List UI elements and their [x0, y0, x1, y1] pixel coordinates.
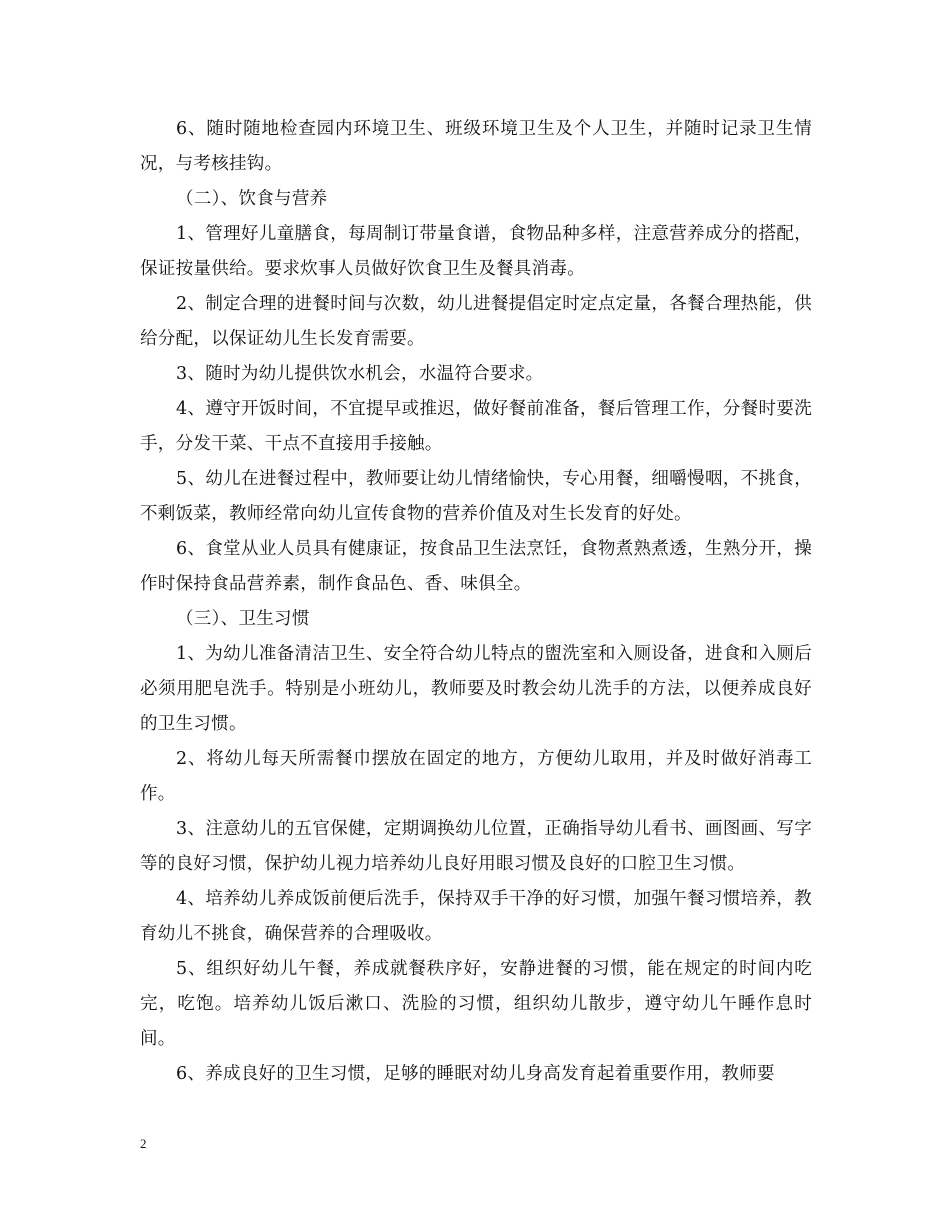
paragraph-diet-1: 1、管理好儿童膳食，每周制订带量食谱，食物品种多样，注意营养成分的搭配，保证按量供给。要求炊事人员做好饮食卫生及餐具消毒。 — [140, 224, 812, 279]
document-body — [140, 112, 812, 1092]
paragraph-habits-2: 2、将幼儿每天所需餐巾摆放在固定的地方，方便幼儿取用，并及时做好消毒工作。 — [140, 749, 812, 804]
paragraph-habits-6: 6、养成良好的卫生习惯，足够的睡眠对幼儿身高发育起着重要作用，教师要 — [176, 1064, 775, 1084]
section-heading-hygiene-habits: （三）、卫生习惯 — [176, 609, 310, 629]
paragraph-habits-5: 5、组织好幼儿午餐，养成就餐秩序好，安静进餐的习惯，能在规定的时间内吃完，吃饱。培养幼儿饭后漱口、洗脸的习惯，组织幼儿散步，遵守幼儿午睡作息时间。 — [140, 959, 812, 1049]
page-number: 2 — [140, 1136, 147, 1151]
paragraph-habits-4: 4、培养幼儿养成饭前便后洗手，保持双手干净的好习惯，加强午餐习惯培养，教育幼儿不挑食，确保营养的合理吸收。 — [140, 889, 812, 944]
paragraph-diet-2: 2、制定合理的进餐时间与次数，幼儿进餐提倡定时定点定量，各餐合理热能，供给分配，以保证幼儿生长发育需要。 — [140, 294, 812, 349]
paragraph-diet-4: 4、遵守开饭时间，不宜提早或推迟，做好餐前准备，餐后管理工作，分餐时要洗手，分发干菜、干点不直接用手接触。 — [140, 399, 812, 454]
paragraph-diet-6: 6、食堂从业人员具有健康证，按食品卫生法烹饪，食物煮熟煮透，生熟分开，操作时保持食品营养素，制作食品色、香、味俱全。 — [140, 539, 812, 594]
paragraph-habits-1: 1、为幼儿准备清洁卫生、安全符合幼儿特点的盥洗室和入厕设备，进食和入厕后必须用肥皂洗手。特别是小班幼儿，教师要及时教会幼儿洗手的方法，以便养成良好的卫生习惯。 — [140, 644, 812, 734]
paragraph-hygiene-check: 6、随时随地检查园内环境卫生、班级环境卫生及个人卫生，并随时记录卫生情况，与考核挂钩。 — [140, 119, 812, 174]
paragraph-diet-3: 3、随时为幼儿提供饮水机会，水温符合要求。 — [176, 364, 544, 384]
paragraph-habits-3: 3、注意幼儿的五官保健，定期调换幼儿位置，正确指导幼儿看书、画图画、写字等的良好习惯，保护幼儿视力培养幼儿良好用眼习惯及良好的口腔卫生习惯。 — [140, 819, 812, 874]
section-heading-diet-nutrition: （二）、饮食与营养 — [176, 189, 328, 209]
paragraph-diet-5: 5、幼儿在进餐过程中，教师要让幼儿情绪愉快，专心用餐，细嚼慢咽，不挑食，不剩饭菜，教师经常向幼儿宣传食物的营养价值及对生长发育的好处。 — [140, 469, 812, 524]
